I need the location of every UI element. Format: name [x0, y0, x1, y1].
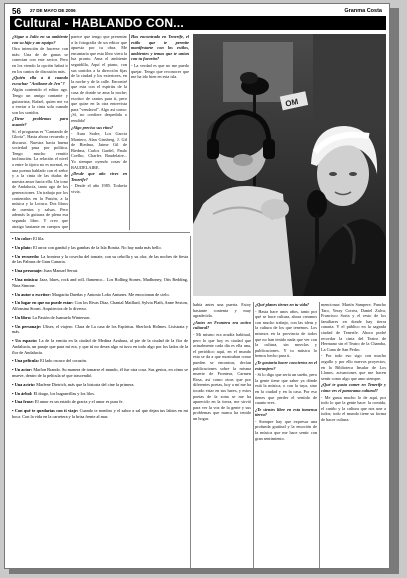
interview-answer: - Por todo eso sigo con mucho orgullo y por ello nuevos proyectos, en la Biblioteca Insular de Los Llanos, actuaciones que me hacen sentir como algo que amo siempre. [321, 353, 386, 381]
text-column-6 [321, 302, 386, 568]
questionnaire-answer: Cuando te nombro y el sabor a sal que dejan tus labios en mi boca. Con la vida en la carretera y la brisa frente al mar. [12, 408, 188, 419]
questionnaire-label: • Un personaje: [12, 323, 42, 329]
questionnaire-answer: El lila. [31, 236, 45, 241]
questionnaire-answer: El amor es un estado de gracia y el amor es pura fe. [33, 399, 124, 405]
questionnaire-answer: Margarita Dueñas y Antonio Lobo Antunes. Me emocionan de cielo. [50, 291, 170, 297]
questionnaire-item [12, 300, 188, 311]
questionnaire-answer: El lado oscuro del corazón. [39, 358, 88, 364]
interview-question: ¿Antes en Frontera era activo cultural? [193, 319, 251, 331]
interview-answer: - La verdad es que no me puedo quejar. Tengo que reconocer que me ha ido bien en esta isla. [131, 62, 189, 80]
interview-answer: - Desde el año 1985. Todavía vivía. [71, 183, 127, 195]
questionnaire-item [12, 399, 188, 405]
text-column-4 [193, 302, 251, 568]
questionnaire-label: • Un color: [12, 236, 32, 241]
questionnaire-answer: La Pasión de Juanuela Winterson. [31, 314, 91, 320]
questionnaire-item [12, 277, 188, 288]
questionnaire-item [12, 382, 188, 388]
section-banner: Cultural - HABLANDO CON... [10, 16, 386, 30]
text-column-2 [71, 34, 127, 230]
interview-answer: - Aura Sodre, Los Garcia Montero, Alan Ginsberg, J. Gil de Biedma, Jaime Gil de Biedma, Carlos Gardel, Paulo Coelho, Charles Baudelaire... Yo siempre oyendo cosas de BAUDELAIRE. [71, 131, 127, 170]
questionnaire-label: • Una personaje: [12, 268, 43, 274]
questionnaire-label: • Un autor o escritor: [12, 291, 51, 297]
questionnaire-item [12, 236, 188, 242]
interview-answer: parece que tengo que presentar a la fotografía de un editor que apuesta por tu obra. Me encantaría que esta libro viera la luz pronto. Ama el ambiente seguidilla, Aquí el piano, con sus sonidos a la dirección fijas de la ciudad y los exteriores, en la noche y de la calle. Encontré que esta con el espíritu de la casa de donde se ama la noche; escritor de cantos para ti, pero que quise en la otra entrevista para "vendaval". Algo así como: ¡Sí, no confiere despedida o rendida! [71, 34, 127, 123]
interview-answer: - Me gusta mucho lo de aquí, por todo lo que la gente hace: la comida, el cariño y la cultura que nos une a todos; todo el mundo tiene su forma de hacer cultura. [321, 394, 386, 422]
page-number: 56 [12, 7, 21, 16]
questionnaire-label: • Un recuerdo: [12, 253, 40, 259]
questionnaire-label: • Con qué te quedarías con ti viaje: [12, 408, 79, 414]
interview-question: Has encontrado en Tenerife, el estilo que te permite manifestarte con los estilos, ambientes y temas que te unían con tu favorito? [131, 34, 189, 62]
questionnaire-label: • Un actor: [12, 367, 33, 373]
interview-question: ¿Sigue a Julio en su ambiente con su hija y un equipo? [12, 34, 68, 45]
questionnaire-label: • Un árbol: [12, 390, 33, 396]
interview-answer: - Sí lo digo que sería un sueño, pero la gente tiene que saber ya dónde está la música, o con la tuya, sino en la ciudad y en la casa. Por eso tienes que perder el sentido de cuanto eres. [255, 372, 317, 406]
column-divider [253, 302, 254, 568]
questionnaire-answer: El arroz con gandul y las gambas de la Isla Bonita. No hay nada más bello. [31, 244, 162, 250]
publication-name: Granma Costa [344, 8, 382, 14]
questionnaire-label: • Una actriz: [12, 381, 36, 387]
interview-answer: había antes una puerta. Estoy bastante contenta y muy agradecida. [193, 302, 251, 319]
interview-answer: - Mi mismo era acudía habitual, pero lo que hoy es ciudad que actualmente cada día es ella una, el periódico aquí, en el mundo esta se da a que mostraban como pueden se encontrar, decían publicaciones sobre la misma muerte de Frontera, Carmen Rosa, así como otras que por diferentes poetas, hoy a mí me ha tocado estar en sus bares, y estos poetas de la zona se me ha aparecido en la tierra, me sirvió para ver la voz de la gente y sus problemas que nunca ha tenido un hogar. [193, 331, 251, 421]
questionnaire-item [12, 324, 188, 335]
interview-question: ¿Tiene problemas para asumir? [12, 116, 68, 127]
interview-answer: - Siempre hay que expresar una profunda gratitud y la emoción de la música que me hace sentir con gran sentimiento. [255, 418, 317, 441]
questionnaire-item [12, 268, 188, 274]
interview-answer: Algún contenido el editor ago. Tengo un amigo cantante y guitarrista; Rafael, quien me va a enviar a la cinta sola cuando son los sonidos. [12, 87, 68, 115]
interview-question: ¿Desde que año vives en Tenerife? [71, 171, 127, 182]
column-divider [69, 34, 70, 230]
questionnaire-answer: Con los Rivas Díaz, Chantal Maillard, Sylvia Plath, Anne Sexton, Alfonsina Storni. Arquitectos de lo diverso. [12, 300, 188, 312]
questionnaire-item [12, 358, 188, 364]
interview-answer: mencionar: Martín Sampere, Pancho Taro, Yeray Correa, Daniel Zalva, Francisco Soria y el resto de los familiares en donde hay tierra canaria. Y el público en la sagrada ciudad de Tenerife. Ahora podré recordar la cinta del Teatro de Hermano sin el Teatro de la Chamba, La Cuna de San Pedro. [321, 302, 386, 352]
questionnaire-answer: La frontera y la cosecha del tomate, con su cebolla y su olor, de las noches de fiesta de las Palmas de Gran Canaria. [12, 253, 188, 265]
questionnaire-label: • Una música: [12, 277, 39, 283]
interview-question: ¿Te gustaría hacer conciertos en el extranjero? [255, 359, 317, 371]
questionnaire-label: • Un espacio: [12, 338, 38, 344]
questionnaire-item [12, 245, 188, 251]
studio-photo-image [193, 34, 386, 296]
issue-date: 27 DE MAYO DE 2006 [30, 8, 76, 13]
questionnaire-label: • Un libro: [12, 314, 32, 320]
column-divider [129, 34, 130, 230]
questionnaire-item [12, 315, 188, 321]
interview-answer: Otra intención de hacerse con más: Una de de ganas se conectan con este sector. Pero en los viendo la opción habrá ir en los cantos de discusión más. [12, 46, 68, 74]
column-divider [190, 236, 191, 568]
interview-answer: - Hasta hace unos años, tanto por qué se hace cultura, ahora creamos con mucho trabajo, con las ideas y la cultura de los que tenemos. Los mismos en la provincia de todos que no han tenido nada que ver con la cultura, sin mezclas y publicaciones. Y tu música lo hemos hecho para ti. [255, 308, 317, 359]
interview-question: ¿Qué te gusta comer en Tenerife y cómo ves el panorama cultural? [321, 382, 386, 393]
section-divider [10, 232, 190, 233]
interview-question: ¿Te sientes libre en esta inmensa tierra? [255, 406, 317, 418]
questionnaire-answer: Marlon Brando. Su manera de tomarse el mundo, él fue otra cosa. Sus gestos, en cómo se mueve, dentro de la película sé que trascendió. [12, 367, 188, 378]
interview-question: ¿Quién ella a ti cuando escuchar "Anólome de Jen"? [12, 75, 68, 86]
questionnaire-answer: Juan Manuel Serrat. [42, 268, 79, 274]
questionnaire-label: • Una película: [12, 358, 40, 364]
interview-question: ¿Qué planes tienes en tu vida? [255, 302, 310, 307]
column-divider [319, 302, 320, 568]
questionnaire-item [12, 254, 188, 265]
questionnaire-item [12, 367, 188, 378]
interview-question: ¿Algo preciso sus ritos? [71, 124, 114, 130]
newspaper-page [4, 3, 390, 569]
questionnaire-answer: Ulises, el viajero. Clara de La casa de los Espíritus. Sherlock Holmes. Lisístrata y más. [12, 323, 188, 335]
questionnaire-item [12, 338, 188, 355]
text-column-1 [12, 34, 68, 230]
questionnaire-label: • Una frase: [12, 399, 34, 405]
interview-answer: Sí, el programa es "Cantando de Gloria". Hasta ahora recuerdo y discurso. Nuestra hacía buena sociedad pasa por política. Tengo mucho remitir inclinación. La relación el nivel a entre lo típico no es normal, es una poema hablado con el señor y a la cinta de las dudas de nuestra amor hacia ella. Un tono de Andalucía, tanto ago de los generaciones. Un trabajo por los contenidos en la Pasión, a la música y la Locura. Dos libros de cuentos y salsas. Pero además la guitarra de plena esa segundo libro. Y creo que atraigo bastante en cuerpos que [12, 128, 68, 229]
questionnaire-label: • Un lugar en que no puede estar: [12, 300, 74, 306]
questionnaire-answer: La de la ermita en la ciudad de Medina Azahara, al pie de la ciudad de la flor de Andalucía, un paraje que para mí era, y que tú no desea algo ni tuvo en todo algo por los lados de la flor de Andalucía. [12, 338, 188, 355]
questionnaire-item [12, 391, 188, 397]
text-column-5 [255, 302, 317, 568]
text-column-3 [131, 34, 189, 230]
questionnaire-label: • Un plato: [12, 244, 32, 250]
questionnaire-list [12, 236, 188, 566]
questionnaire-item [12, 292, 188, 298]
questionnaire-answer: El drago, los buganvillas y los lilos. [32, 390, 96, 396]
mic-plate-label: OM [284, 97, 300, 109]
questionnaire-answer: Marlene Dietrich, más que la historia del cine la primera. [35, 381, 135, 387]
questionnaire-answer: Jazz, blues, rock and roll, flamenco... Los Rolling Stones, Mudhoney, Otis Redding, Nina Simone. [12, 277, 188, 288]
interview-photo [193, 34, 386, 296]
questionnaire-item [12, 408, 188, 419]
